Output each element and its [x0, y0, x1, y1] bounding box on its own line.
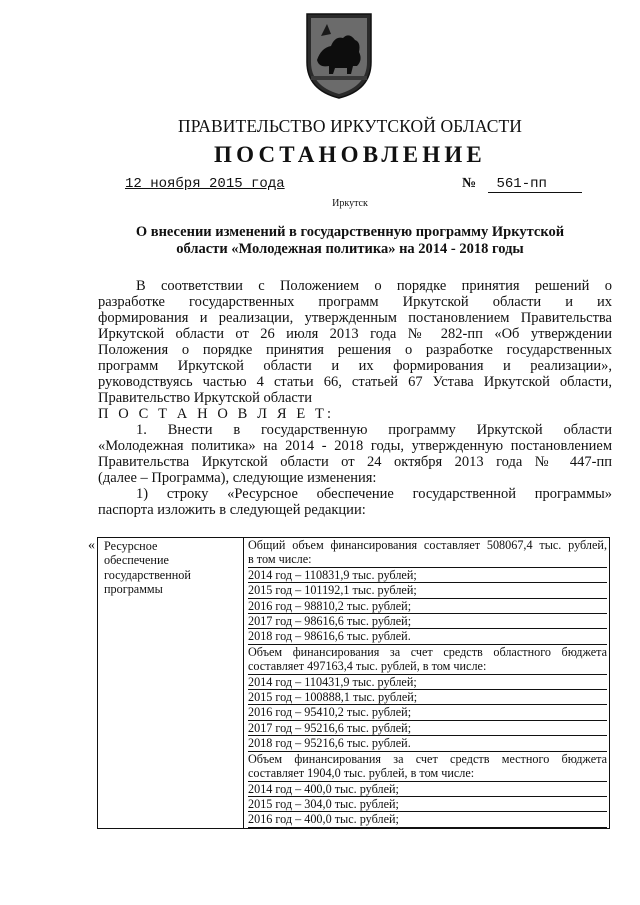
- funding-line: Объем финансирования за счет средств областного бюджета: [248, 644, 607, 659]
- funding-line: составляет 1904,0 тыс. рублей, в том числе:: [248, 766, 607, 781]
- funding-line: 2018 год – 98616,6 тыс. рублей.: [248, 629, 607, 644]
- opening-quote: «: [88, 538, 95, 553]
- document-number: [462, 176, 582, 193]
- table-row: [98, 538, 610, 829]
- preamble-line: формирования и реализации, утвержденным постановлением Правительства: [98, 310, 612, 326]
- preamble-line: руководствуясь частью 4 статьи 66, статьей 67 Устава Иркутской области,: [98, 374, 612, 390]
- title-line: О внесении изменений в государственную программу Иркутской: [135, 224, 565, 240]
- number-sign: №: [462, 176, 477, 191]
- funding-line: Объем финансирования за счет средств местного бюджета: [248, 751, 607, 766]
- preamble-line: Правительство Иркутской области: [98, 390, 312, 406]
- funding-cell: [244, 538, 610, 829]
- date-value: 12 ноября 2015 года: [125, 176, 285, 192]
- funding-line: 2015 год – 100888,1 тыс. рублей;: [248, 690, 607, 705]
- funding-line: 2018 год – 95216,6 тыс. рублей.: [248, 736, 607, 751]
- preamble-line: Иркутской области от 26 июля 2013 года № 282-пп «Об утверждении: [98, 326, 612, 342]
- document-title: [100, 224, 600, 258]
- document-type-heading: ПОСТАНОВЛЕНИЕ: [214, 142, 486, 167]
- label-line: обеспечение: [104, 553, 169, 568]
- coat-of-arms-emblem: [303, 10, 375, 100]
- preamble-line: разработке государственных программ Иркутской области и их: [98, 294, 612, 310]
- subitem1-line: 1) строку «Ресурсное обеспечение государственной программы»: [136, 486, 612, 502]
- preamble-line: В соответствии с Положением о порядке принятия решений о: [136, 278, 612, 294]
- funding-line: 2017 год – 95216,6 тыс. рублей;: [248, 721, 607, 736]
- label-line: государственной: [104, 567, 191, 582]
- preamble-line: Положения о порядке принятия решения о разработке государственных: [98, 342, 612, 358]
- label-line: Ресурсное: [104, 539, 158, 553]
- document-body: [98, 278, 612, 518]
- title-line: области «Молодежная политика» на 2014 - 2018 годы: [176, 241, 524, 257]
- funding-line: 2015 год – 101192,1 тыс. рублей;: [248, 583, 607, 598]
- item1-line: Правительства Иркутской области от 24 октября 2013 года № 447-пп: [98, 454, 612, 470]
- resource-table: [97, 537, 610, 829]
- funding-line: 2014 год – 110831,9 тыс. рублей;: [248, 568, 607, 583]
- label-line: программы: [104, 582, 163, 597]
- government-name: ПРАВИТЕЛЬСТВО ИРКУТСКОЙ ОБЛАСТИ: [177, 116, 523, 136]
- funding-line: в том числе:: [248, 552, 607, 567]
- city-name: Иркутск: [332, 198, 368, 209]
- preamble-line: программ Иркутской области и их формирования и реализации»,: [98, 358, 612, 374]
- funding-line: Общий объем финансирования составляет 508067,4 тыс. рублей,: [248, 538, 607, 552]
- funding-line: 2014 год – 110431,9 тыс. рублей;: [248, 675, 607, 690]
- document-date: [125, 176, 285, 192]
- item1-line: 1. Внести в государственную программу Иркутской области: [136, 422, 612, 438]
- funding-line: 2014 год – 400,0 тыс. рублей;: [248, 782, 607, 797]
- subitem1-line: паспорта изложить в следующей редакции:: [98, 502, 366, 518]
- item1-line: (далее – Программа), следующие изменения:: [98, 470, 377, 486]
- item1-line: «Молодежная политика» на 2014 - 2018 годы, утвержденную постановлением: [98, 438, 612, 454]
- funding-line: 2015 год – 304,0 тыс. рублей;: [248, 797, 607, 812]
- funding-line: 2016 год – 95410,2 тыс. рублей;: [248, 705, 607, 720]
- funding-line: 2016 год – 400,0 тыс. рублей;: [248, 812, 607, 827]
- funding-line: составляет 497163,4 тыс. рублей, в том числе:: [248, 659, 607, 674]
- number-value: 561-пп: [488, 176, 582, 193]
- resource-table-wrap: [97, 537, 610, 829]
- funding-line: 2017 год – 98616,6 тыс. рублей;: [248, 614, 607, 629]
- resolves-heading: П О С Т А Н О В Л Я Е Т:: [98, 406, 335, 422]
- resource-label-cell: [98, 538, 244, 829]
- funding-line: 2016 год – 98810,2 тыс. рублей;: [248, 599, 607, 614]
